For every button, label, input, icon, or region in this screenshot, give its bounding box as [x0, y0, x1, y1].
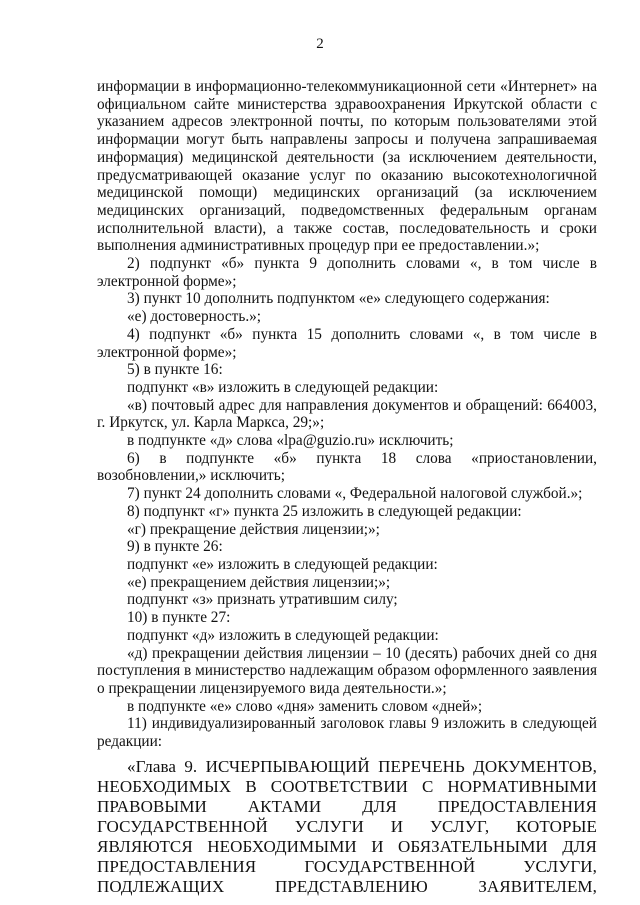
paragraph-subitem: в подпункте «е» слово «дня» заменить словом «дней»; — [127, 697, 483, 715]
paragraph-subitem: «д) прекращении действия лицензии – 10 (десять) рабочих дней со дня поступления в министерство надлежащим образом оформленного заявления о прекращении лицензируемого вида деятельности.»; — [97, 644, 597, 697]
paragraph-subitem: «г) прекращение действия лицензии;»; — [127, 520, 380, 538]
paragraph-subitem: в подпункте «д» слова «lpa@guzio.ru» исключить; — [127, 432, 454, 450]
paragraph-continuation: информации в информационно-телекоммуникационной сети «Интернет» на официальном сайте министерства здравоохранения Иркутской области с указанием адресов электронной почты, по которым пользователями этой информации могут быть направлены запросы и получена запрашиваемая информация) медицинской деятельности (за исключением деятельности, предусматривающей оказание услуг по оказанию высокотехнологичной медицинской помощи) медицинских организаций (за исключением медицинских организаций, подведомственных федеральным органам исполнительной власти), а также состав, последовательность и сроки выполнения административных процедур при ее предоставлении.»; — [97, 78, 597, 255]
paragraph-subitem: «в) почтовый адрес для направления документов и обращений: 664003, г. Иркутск, ул. Карла Маркса, 29;»; — [97, 396, 597, 432]
document-body — [97, 78, 597, 897]
paragraph-item-8: 8) подпункт «г» пункта 25 изложить в следующей редакции: — [127, 502, 522, 520]
paragraph-subitem: «е) прекращением действия лицензии;»; — [127, 573, 391, 591]
paragraph-item-5: 5) в пункте 16: — [127, 361, 223, 379]
paragraph-item-4: 4) подпункт «б» пункта 15 дополнить словами «, в том числе в электронной форме»; — [97, 325, 597, 361]
paragraph-subitem: подпункт «д» изложить в следующей редакции: — [127, 626, 439, 644]
chapter-heading: «Глава 9. ИСЧЕРПЫВАЮЩИЙ ПЕРЕЧЕНЬ ДОКУМЕНТОВ, НЕОБХОДИМЫХ В СООТВЕТСТВИИ С НОРМАТИВНЫМИ ПРАВОВЫМИ АКТАМИ ДЛЯ ПРЕДОСТАВЛЕНИЯ ГОСУДАРСТВЕННОЙ УСЛУГИ И УСЛУГ, КОТОРЫЕ ЯВЛЯЮТСЯ НЕОБХОДИМЫМИ И ОБЯЗАТЕЛЬНЫМИ ДЛЯ ПРЕДОСТАВЛЕНИЯ ГОСУДАРСТВЕННОЙ УСЛУГИ, ПОДЛЕЖАЩИХ ПРЕДСТАВЛЕНИЮ ЗАЯВИТЕЛЕМ, — [97, 756, 597, 896]
paragraph-subitem: подпункт «е» изложить в следующей редакции: — [127, 555, 438, 573]
paragraph-item-10: 10) в пункте 27: — [127, 609, 231, 627]
paragraph-subitem: «е) достоверность.»; — [127, 308, 262, 326]
paragraph-item-9: 9) в пункте 26: — [127, 538, 223, 556]
paragraph-item-3: 3) пункт 10 дополнить подпунктом «е» следующего содержания: — [127, 290, 550, 308]
paragraph-subitem: подпункт «з» признать утратившим силу; — [127, 591, 398, 609]
paragraph-item-2: 2) подпункт «б» пункта 9 дополнить словами «, в том числе в электронной форме»; — [97, 255, 597, 290]
paragraph-item-7: 7) пункт 24 дополнить словами «, Федеральной налоговой службой.»; — [127, 485, 583, 503]
paragraph-subitem: подпункт «в» изложить в следующей редакции: — [127, 378, 439, 396]
page-number: 2 — [316, 36, 324, 52]
paragraph-item-11: 11) индивидуализированный заголовок главы 9 изложить в следующей редакции: — [97, 715, 597, 751]
paragraph-item-6: 6) в подпункте «б» пункта 18 слова «приостановлении, возобновлении,» исключить; — [97, 449, 597, 485]
